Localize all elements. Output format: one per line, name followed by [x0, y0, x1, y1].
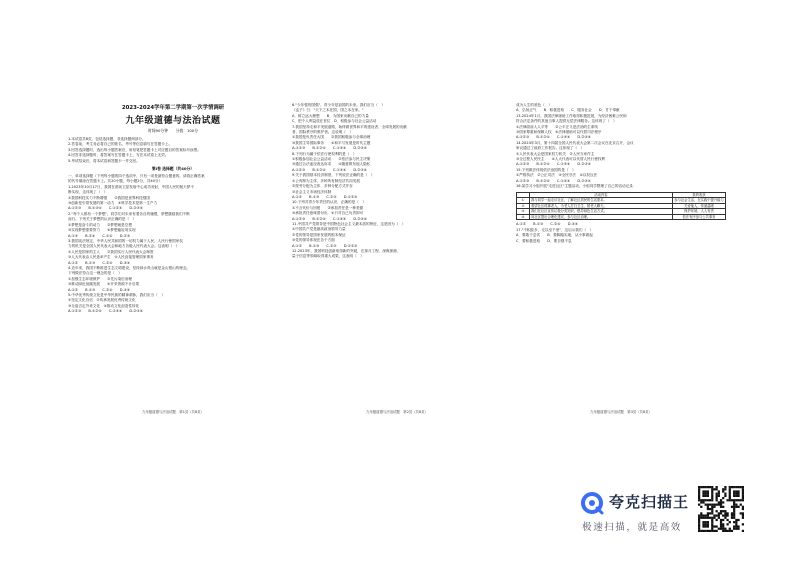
- question-line: A.①② B.①③ C.②③ D.①②③: [292, 194, 358, 199]
- table-intro: 16.某学习小组开展"走进社区"主题活动，小组同学整理了自己的活动记录：: [516, 184, 637, 189]
- question-line: ③党的领导体现在各个方面: [292, 238, 335, 243]
- question-line: ③人大代表由人民选举产生 ④人民直接管理国家事务: [68, 255, 154, 260]
- question-line: 15.下列做法体现依法治国的是（ ）: [516, 167, 576, 172]
- watermark-slogan: 极速扫描，就是高效: [582, 522, 682, 533]
- question-line: 10.下列对青少年责任的认识，正确的是（ ）: [292, 200, 366, 205]
- question-line: A.①②③ B.①②④ C.①③④ D.②③④: [516, 178, 591, 183]
- question-line: ①梦想是奋斗的动力 ②梦想就是空想: [68, 222, 132, 227]
- page-footer: 九年级道德与法治试题 第2页（共8页）: [366, 410, 428, 414]
- question-line: ①我国科技实力不断增强 ②我国是世界科技强国: [68, 195, 150, 200]
- table-cell: ②: [517, 203, 530, 209]
- question-line: A.①②③ B.①②④ C.①③④ D.②③④: [292, 146, 367, 151]
- page-footer: 九年级道德与法治试题 第3页（共8页）: [590, 410, 652, 414]
- question-block: [68, 174, 278, 315]
- note-line: 1.本试卷共8页，包括选择题、非选择题两部分。: [68, 137, 146, 141]
- question-line: 的代号填涂在答题卡上。共20小题，每小题2分，共40分）: [68, 179, 163, 184]
- exam-title: 九年级道德与法治试题: [125, 116, 221, 126]
- question-line: A.①②③ B.①③④ C.①②④ D.②③④: [68, 206, 143, 211]
- question-line: 量子信息等领域取得重大成果，这表明（ ）: [292, 254, 364, 259]
- question-line: 9.关于我国基本经济制度，下列说法正确的是（ ）: [292, 173, 375, 178]
- question-line: C．把个人利益放在首位 D．积极参与社会公益活动: [292, 119, 377, 124]
- question-line: 12.2023年，我国科技创新取得新的突破，在探月工程、深海探测、: [292, 248, 401, 253]
- table-cell: 参与社会生活，在实践中提升能力: [674, 198, 724, 203]
- quark-logo-icon: [580, 491, 604, 515]
- question-line: ①积极参加社会公益活动 ②依法参与民主决策: [292, 157, 371, 162]
- question-block: [292, 103, 502, 260]
- question-line: ①人民是国家的主人 ②我国实行人民代表大会制度: [68, 249, 154, 254]
- question-line: ①我国是负责任大国 ②我国积极参与全球治理: [292, 135, 371, 140]
- table-row: [517, 214, 726, 220]
- question-line: ③推动绿色低碳发展 ④开采资源不计后果: [68, 282, 140, 287]
- question-line: ③国家尊重和保障人权 ④法律援助可以代替司法程序: [516, 130, 602, 135]
- question-line: A.①②③ B.①②④ C.①③④ D.②③④: [68, 309, 143, 314]
- question-line: ①法律面前人人平等 ②公平正义是法治的生命线: [516, 124, 598, 129]
- question-line: 6."少年强则国强"，青少年是祖国的未来。我们应当（ ）: [292, 103, 385, 107]
- note-line: 4.回答非选择题时，将答案写在答题卡上，写在本试卷上无效。: [68, 153, 169, 158]
- question-line: A．要敢于尝试 B．要脚踏实地，从小事做起: [516, 233, 593, 238]
- exam-meta: 时间90分钟 分值：100分: [147, 128, 199, 133]
- table-cell: ①: [517, 198, 530, 204]
- question-line: 17."不积跬步，无以至千里"，这启示我们（ ）: [516, 227, 594, 232]
- table-cell: 我们在社区宣传垃圾分类知识，倡导绿色生活方式。: [530, 209, 673, 215]
- question-line: 13.2024年1月，我国法律援助工作取得积极进展，为经济困难公民和: [516, 113, 627, 118]
- note-line: 2.答卷前，考生务必将自己的姓名、考号等信息填写在答题卡上。: [68, 142, 173, 147]
- table-cell: 向社区提出合理化建议，参与社区治理。: [530, 214, 673, 220]
- table-header-cell: 活动内容: [530, 192, 673, 198]
- question-line: 一、单项选择题（下列每小题的四个选项中，只有一项是最符合题意的。请将正确答案: [68, 174, 205, 179]
- question-line: A.①②③ B.①②④ C.①③④ D.②③④: [516, 162, 591, 167]
- question-line: A.①② B.①③ C.②④ D.③④: [68, 260, 131, 265]
- question-block: [516, 103, 726, 184]
- question-line: 14.2024年3月，第十四届全国人民代表大会第二次会议在北京召开，会议: [516, 140, 634, 145]
- question-line: 力的机关是全国人民代表大会和地方各级人民代表大会。这表明（ ）: [68, 244, 180, 249]
- question-line: ①严格执法 ②公正司法 ③全民守法 ④以权压法: [516, 173, 598, 178]
- question-line: ①中国共产党是最高政治领导力量: [292, 227, 346, 232]
- question-line: 《孟子》曰："天下之本在国，国之本在家。": [292, 108, 364, 113]
- question-line: A.①② B.①③ C.②④ D.③④: [68, 287, 131, 292]
- question-line: A.①②③ B.①②④ C.①③④ D.②③④: [292, 167, 367, 172]
- question-line: ③创新是引领发展的第一动力 ④科学技术是第一生产力: [68, 201, 158, 206]
- question-line: 4.近年来，我国不断推进生态文明建设，坚持绿水青山就是金山银山的理念。: [68, 265, 191, 270]
- question-line: 1.2023年10月17日，我国在酒泉卫星发射中心成功发射，中国人民的航天梦不: [68, 184, 194, 189]
- question-line: 3.我国宪法规定，中华人民共和国的一切权力属于人民，人民行使国家权: [68, 238, 183, 243]
- question-line: ①加强生态环境保护 ②先污染后治理: [68, 276, 132, 281]
- question-line: A.①② B.①③ C.②④ D.③④: [516, 222, 579, 227]
- table-header-cell: 我的收获: [673, 192, 726, 198]
- table-cell: 我与同学一起走访社区，了解社区居民的生活需求。: [530, 198, 673, 204]
- question-line: 符合法定条件的其他当事人提供无偿法律服务。这体现了（ ）: [516, 119, 617, 124]
- table-cell: 看望社区孤寡老人，为老人打扫卫生、陪老人聊天。: [530, 203, 673, 209]
- exam-year-heading: 2023-2024学年第二学期第一次学情调研: [121, 105, 225, 111]
- question-line: 7.我国坚持走和平发展道路，始终做世界和平的建设者、全球发展的贡献: [292, 124, 407, 129]
- table-cell: 保护环境，人人有责: [673, 209, 726, 215]
- page-footer: 九年级道德与法治试题 第1页（共8页）: [142, 410, 204, 414]
- exam-page-1: [68, 96, 278, 414]
- table-cell: ③: [517, 209, 530, 215]
- table-cell: 关爱他人，传递温暖: [673, 203, 726, 209]
- table-cell: ④: [517, 214, 530, 220]
- question-block: [516, 222, 726, 244]
- question-line: ②党的领导是国家发展的根本保证: [292, 232, 346, 237]
- question-line: A.①②③ B.①②④ C.①③④ D.②③④: [516, 135, 591, 140]
- question-line: ③实现梦想需要努力 ④梦想能轻易实现: [68, 228, 136, 233]
- question-line: C．要积极进取 D．要自强不息: [516, 238, 572, 243]
- question-line: ③我国主导国际事务 ④和平与发展是时代主题: [292, 140, 371, 145]
- watermark-name: 夸克扫描王: [609, 493, 690, 511]
- table-cell: 依法有序参与公共事务: [673, 214, 726, 220]
- question-line: ①人民代表大会是国家权力机关 ②人民当家作主: [516, 151, 595, 156]
- question-line: 下列做法符合这一理念的是（ ）: [68, 271, 122, 276]
- question-line: ③全过程人民民主 ④人大代表可以代替人民行使权利: [516, 157, 606, 162]
- question-line: ①坚定文化自信 ②传承发展优秀传统文化: [68, 298, 136, 303]
- question-line: 8.下列行为属于依法行使权利的是（ ）: [292, 151, 357, 156]
- exam-page-3: [516, 96, 726, 414]
- question-line: 11.中国共产党领导是中国特色社会主义最本质的特征，这是因为（ ）: [292, 221, 406, 226]
- activity-table: [516, 192, 726, 221]
- question-line: 审议通过了政府工作报告。这体现了（ ）: [516, 146, 585, 151]
- question-line: ③社会主义市场经济体制: [292, 189, 332, 194]
- question-line: 成为人生的底色（ ）: [516, 103, 552, 107]
- question-line: 者、国际秩序的维护者。这说明（ ）: [292, 130, 354, 135]
- question-line: 前行。下列关于梦想的认识正确的是（ ）: [68, 217, 137, 222]
- question-line: ③通过合法途径表达诉求 ④随意散布他人隐私: [292, 162, 371, 167]
- note-line: 5.考试结束后，将本试卷和答题卡一并交回。: [68, 158, 140, 163]
- section-title: 第Ⅰ卷 选择题（共40分）: [151, 166, 195, 172]
- question-line: 断实现，这体现了（ ）: [68, 190, 108, 195]
- question-line: ③承担责任意味着付出 ④只对自己负责即可: [292, 211, 364, 216]
- question-line: ①公有制为主体、多种所有制经济共同发展: [292, 178, 360, 183]
- question-line: ①不言代价与回报 ②承担责任是一种美德: [292, 205, 364, 210]
- question-line: A.①③ B.②④ C.①④ D.②③: [68, 233, 131, 238]
- note-line: 3.回答选择题时，选出每小题答案后，用铅笔把答题卡上对应题目的答案标号涂黑。: [68, 147, 201, 152]
- question-line: 5.中华优秀传统文化是中华民族的精神命脉，我们应当（ ）: [68, 292, 165, 297]
- question-line: 2."每个人都有一个梦想"，同学们对未来有着各自的憧憬，梦想激励我们不断: [68, 211, 190, 216]
- question-line: ③全盘否定外来文化 ④推动文化创造性转化: [68, 303, 140, 308]
- question-line: A．树立远大理想 B．为国家贡献自己的力量: [292, 113, 369, 118]
- exam-page-2: [292, 96, 502, 414]
- exam-sheet: [68, 96, 726, 414]
- question-line: A.①② B.①③ C.②③ D.①②③: [292, 243, 358, 248]
- exam-notes: [68, 137, 278, 164]
- qr-code-icon: [698, 486, 744, 532]
- question-line: ②按劳分配为主体、多种分配方式并存: [292, 184, 353, 189]
- question-line: A．弘扬正气 B．积极进取 C．服务社会 D．甘于奉献: [516, 108, 620, 113]
- question-line: A.①②③ B.①②④ C.①③④ D.②③④: [292, 216, 367, 221]
